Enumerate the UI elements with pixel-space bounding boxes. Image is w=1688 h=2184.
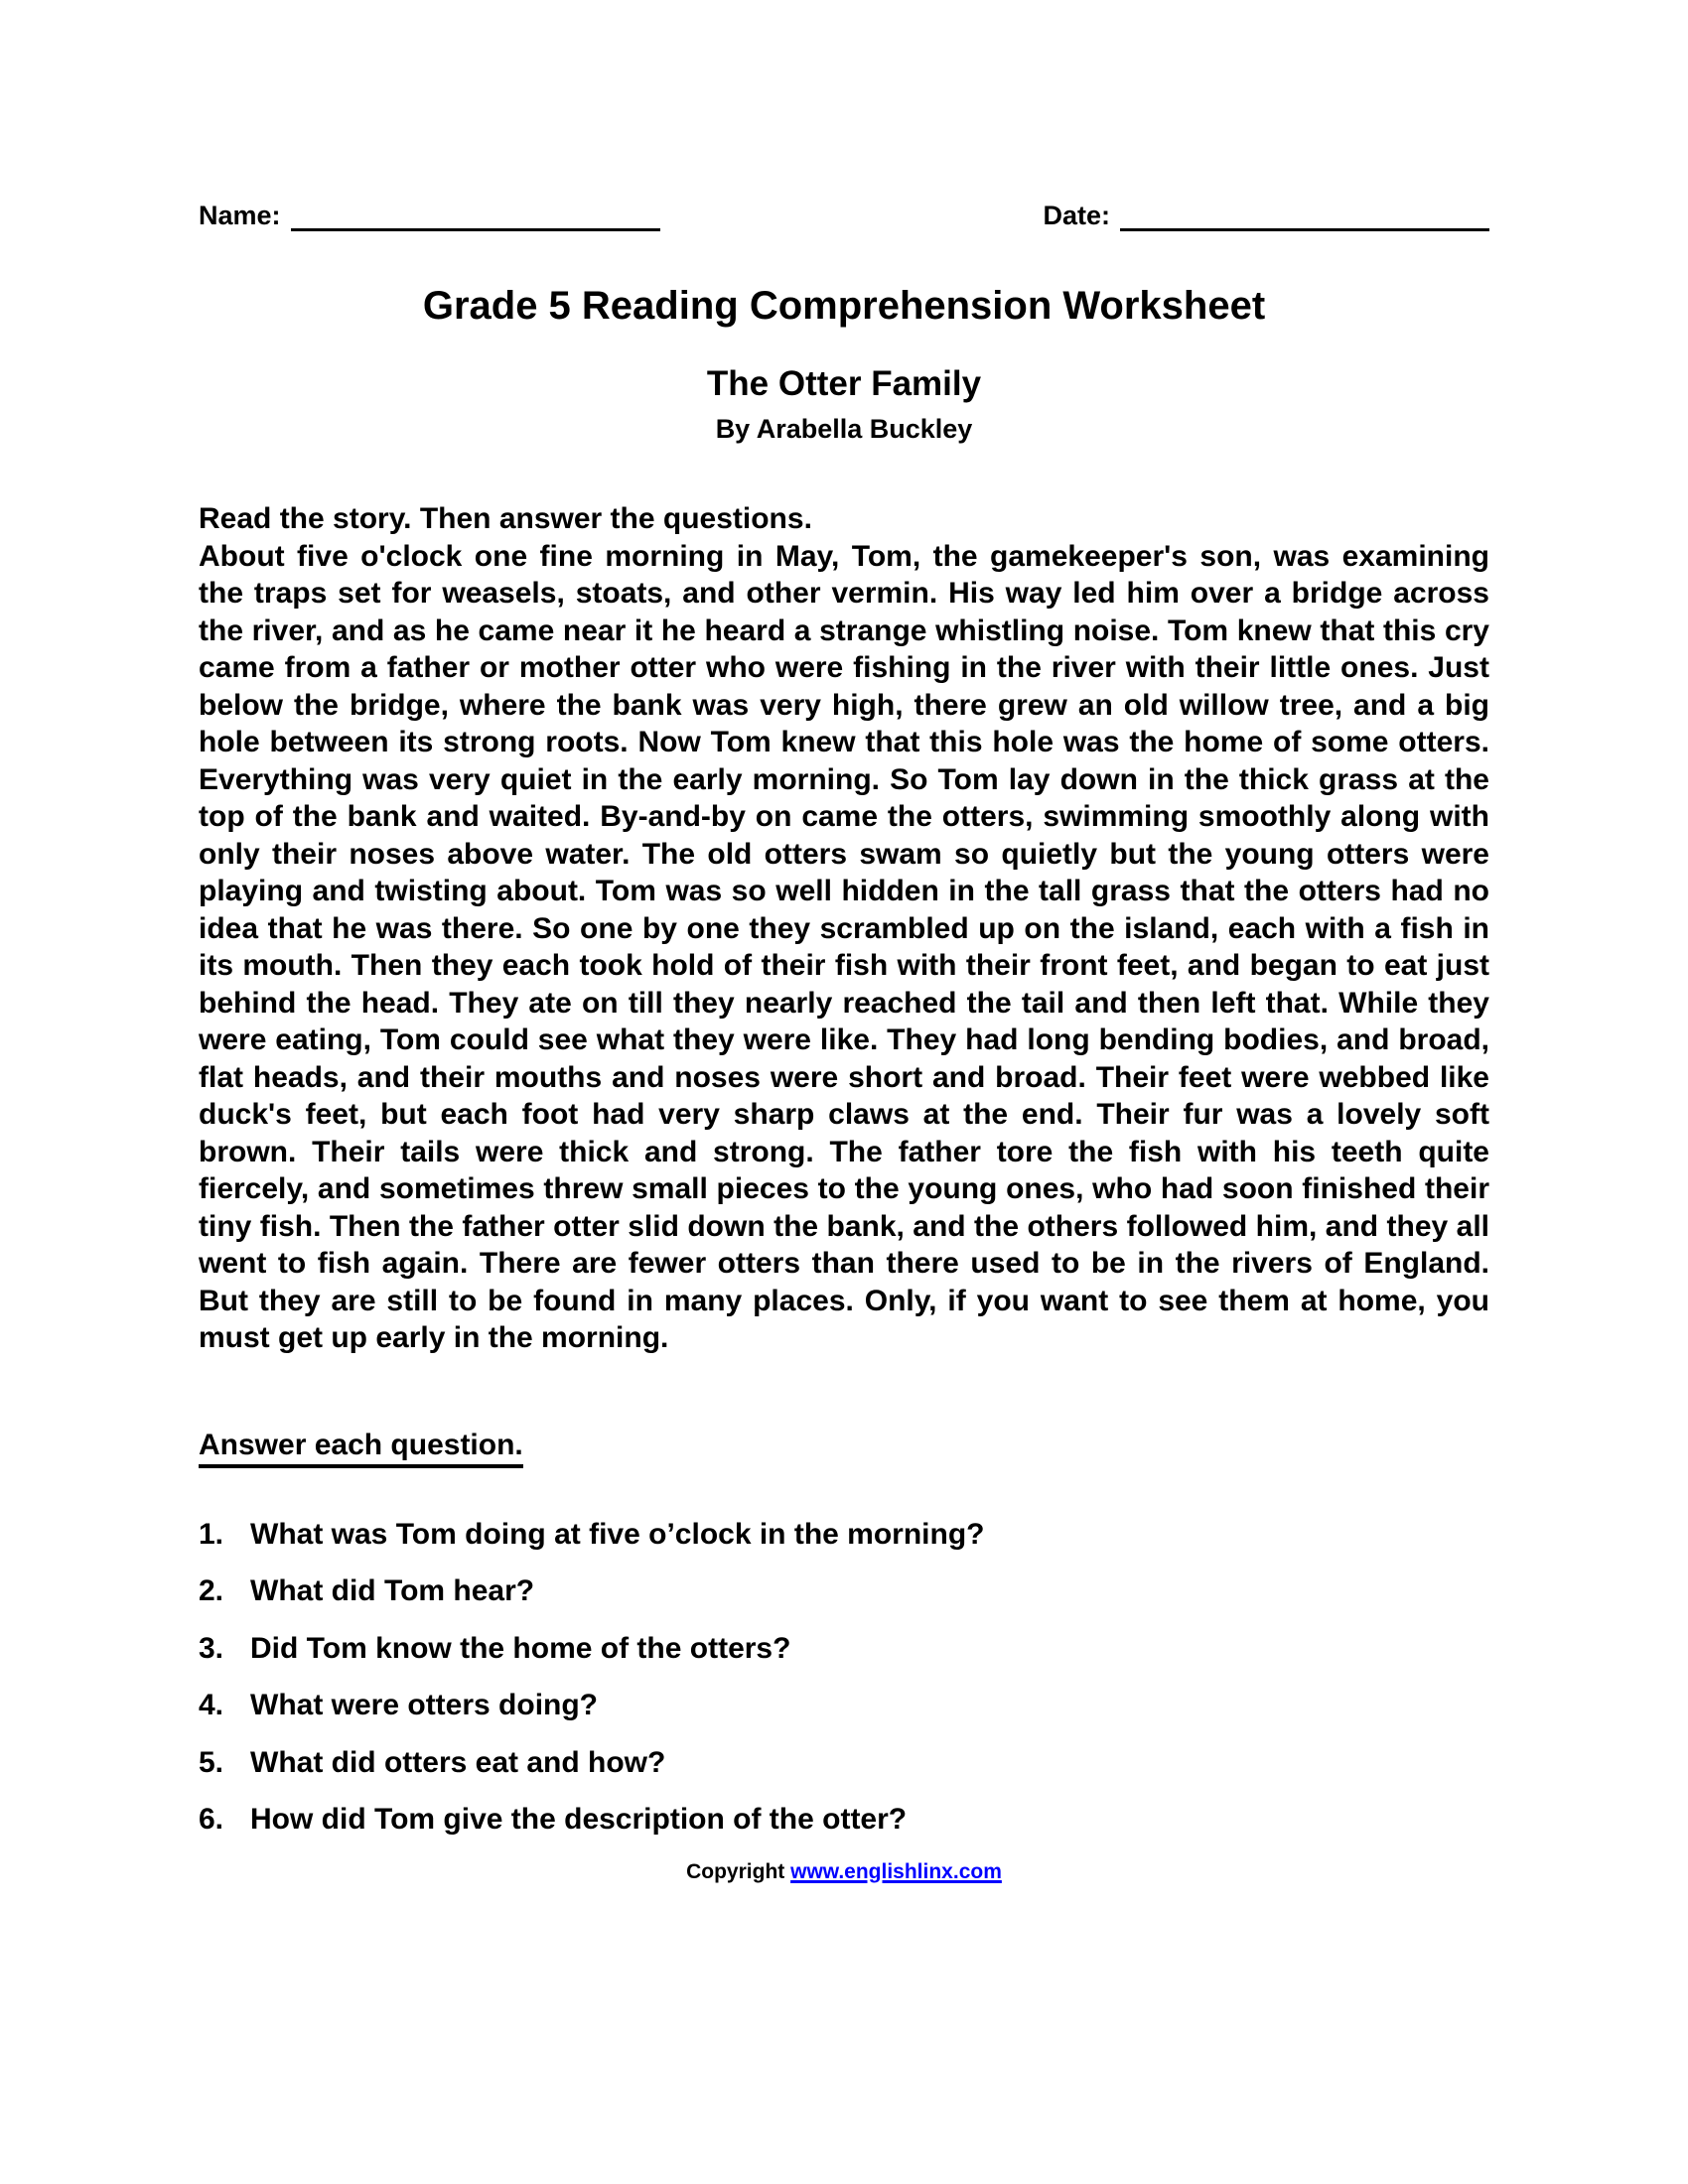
question-item-2 <box>199 1572 1489 1610</box>
question-item-4 <box>199 1687 1489 1724</box>
question-number: 6. <box>199 1803 224 1837</box>
story-byline: By Arabella Buckley <box>715 414 973 445</box>
question-text: Did Tom know the home of the otters? <box>250 1631 791 1665</box>
story-section <box>199 500 1489 1357</box>
englishlinx-link[interactable]: www.englishlinx.com <box>790 1859 1002 1883</box>
question-text: What did otters eat and how? <box>250 1745 666 1779</box>
date-blank-line <box>1120 199 1489 231</box>
question-text: What were otters doing? <box>250 1689 599 1722</box>
question-number: 1. <box>199 1517 224 1551</box>
answer-section-heading <box>199 1429 1489 1468</box>
question-text: What was Tom doing at five o’clock in the morning? <box>250 1517 985 1551</box>
worksheet-title: Grade 5 Reading Comprehension Worksheet <box>422 284 1266 328</box>
name-field <box>199 199 660 231</box>
date-label: Date: <box>1043 201 1110 231</box>
instructions-text: Read the story. Then answer the questions. <box>199 502 812 536</box>
question-number: 3. <box>199 1631 224 1665</box>
header <box>199 199 1489 231</box>
name-label: Name: <box>199 201 281 231</box>
story-text: About five o'clock one fine morning in May, Tom, the gamekeeper's son, was examining the traps set for weasels, stoats, and other vermin. His way led him over a bridge across the river, and as he came near it he heard a strange whistling noise. Tom knew that this cry came from a father or mother otter who were fishing in the river with their little ones. Just below the bridge, where the bank was very high, there grew an old willow tree, and a big hole between its strong roots. Now Tom knew that this hole was the home of some otters. Everything was very quiet in the early morning. So Tom lay down in the thick grass at the top of the bank and waited. By-and-by on came the otters, swimming smoothly along with only their noses above water. The old otters swam so quietly but the young otters were playing and twisting about. Tom was so well hidden in the tall grass that the otters had no idea that he was there. So one by one they scrambled up on the island, each with a fish in its mouth. Then they each took hold of their fish with their front feet, and began to eat just behind the head. They ate on till they nearly reached the tail and then left that. While they were eating, Tom could see what they were like. They had long bending bodies, and broad, flat heads, and their mouths and noses were short and broad. Their feet were webbed like duck's feet, but each foot had very sharp claws at the end. Their fur was a lovely soft brown. Their tails were thick and strong. The father tore the fish with his teeth quite fiercely, and sometimes threw small pieces to the young ones, who had soon finished their tiny fish. Then the father otter slid down the bank, and the others followed him, and they all went to fish again. There are fewer otters than there used to be in the rivers of England. But they are still to be found in many places. Only, if you want to see them at home, you must get up early in the morning. <box>199 539 1489 1355</box>
question-number: 2. <box>199 1574 224 1608</box>
name-blank-line <box>291 199 660 231</box>
question-item-5 <box>199 1744 1489 1782</box>
questions-list <box>199 1516 1489 1839</box>
question-item-3 <box>199 1630 1489 1668</box>
question-number: 5. <box>199 1745 224 1779</box>
question-item-1 <box>199 1516 1489 1554</box>
answer-heading-label: Answer each question. <box>199 1429 523 1468</box>
question-text: What did Tom hear? <box>250 1574 535 1608</box>
copyright-label: Copyright <box>686 1859 785 1883</box>
question-number: 4. <box>199 1689 224 1722</box>
question-item-6 <box>199 1801 1489 1839</box>
footer <box>199 1858 1489 1885</box>
date-field <box>1043 199 1489 231</box>
story-title: The Otter Family <box>706 364 982 403</box>
question-text: How did Tom give the description of the otter? <box>250 1803 908 1837</box>
